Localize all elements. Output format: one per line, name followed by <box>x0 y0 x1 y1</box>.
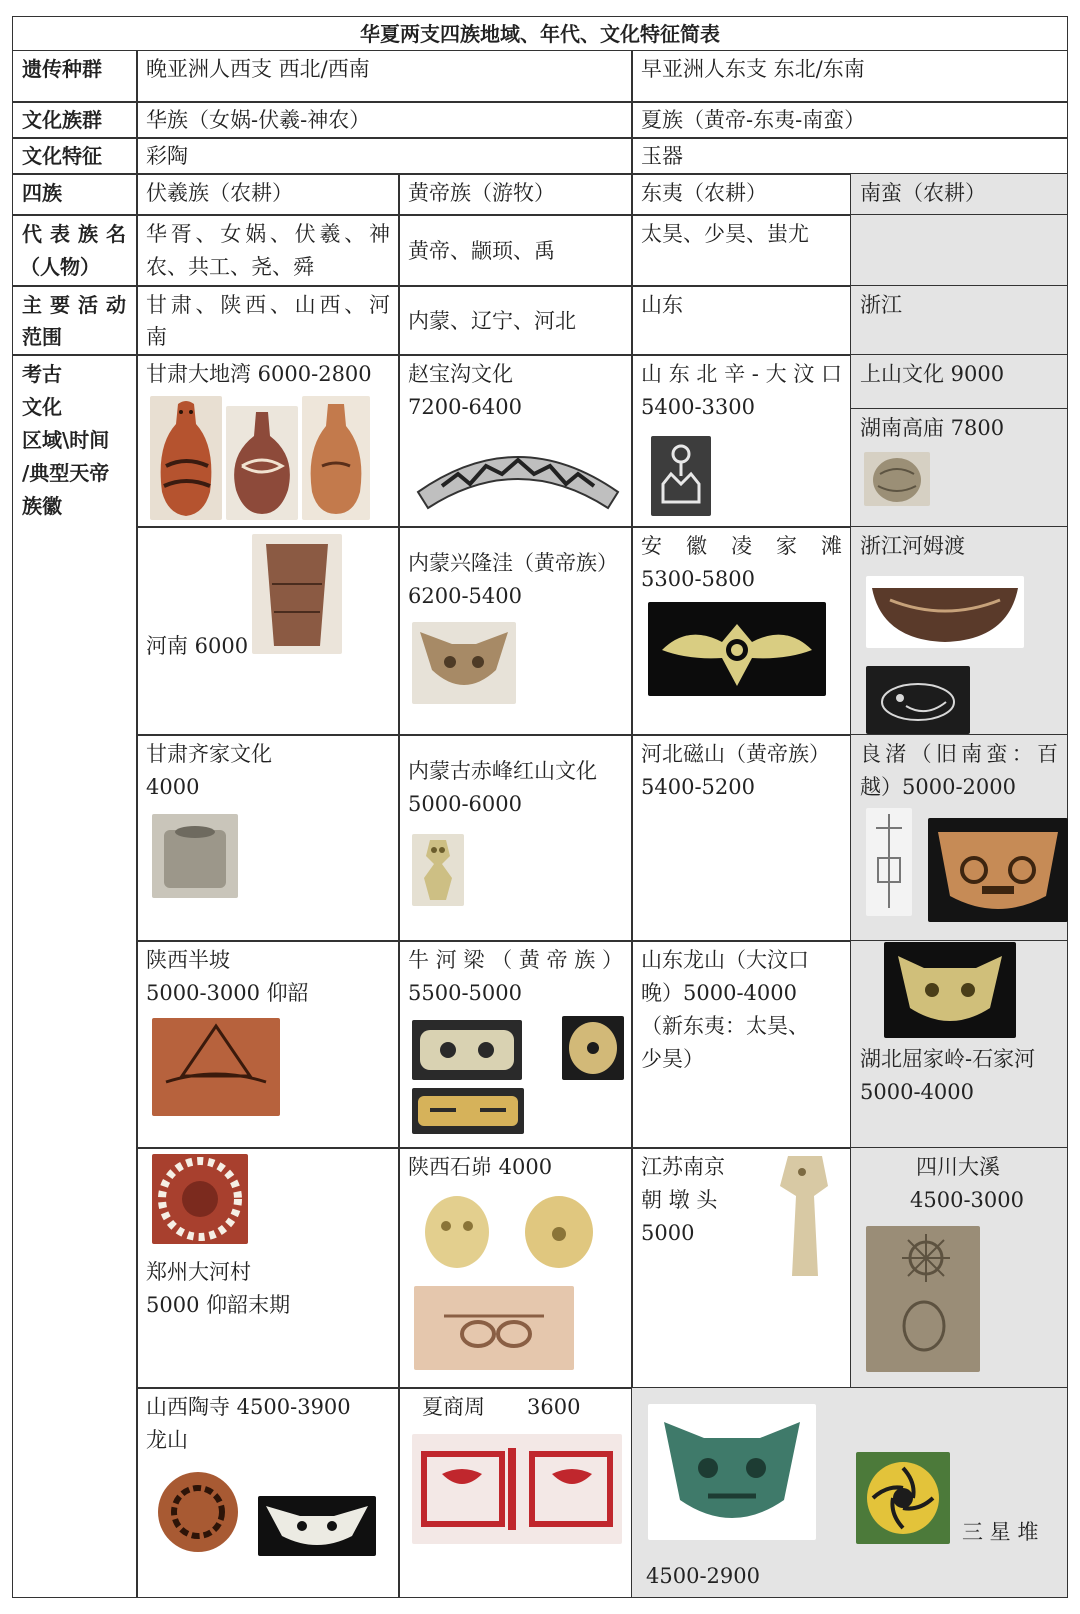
stone-cube-icon <box>152 814 238 898</box>
jade-plaque-icon <box>412 1088 524 1134</box>
jade-figurine-image <box>766 1150 842 1284</box>
taotie-pattern-icon <box>412 1434 622 1544</box>
names-fuxi-line2: 农、共工、尧、舜 <box>146 255 314 279</box>
row-feature-jade-cell <box>631 137 1068 175</box>
label-archaeology-line3: 区域\时间 <box>22 428 110 452</box>
jade-face-icon <box>414 1190 500 1274</box>
range-huangdi-text: 内蒙、辽宁、河北 <box>408 309 576 333</box>
arch-r3-c1-line1: 甘肃齐家文化 <box>146 742 272 766</box>
jade-mask-icon <box>258 1496 376 1556</box>
arch-r5-c1-line2: 5000 仰韶末期 <box>146 1293 291 1317</box>
jade-figure-image <box>412 834 464 906</box>
jade-plaque-image <box>412 1020 522 1080</box>
row-archaeology-label-cell <box>12 354 138 1598</box>
jade-mask-large-image <box>928 818 1068 922</box>
arch-r3-c4-line1: 良渚（旧南蛮：百 <box>860 742 1058 766</box>
arch-r1-c4b-text: 湖南高庙 7800 <box>860 416 1005 440</box>
arch-r5-c3-line3: 5000 <box>641 1221 695 1245</box>
arch-r4-c3-line4: 少昊） <box>641 1047 704 1071</box>
jade-ring-icon <box>562 1016 624 1080</box>
names-dongyi-text: 太昊、少昊、蚩尤 <box>641 222 809 246</box>
arch-r4-c3-line3: （新东夷：太昊、 <box>641 1014 809 1038</box>
pottery-shard-icon <box>152 1018 280 1116</box>
range-nanman-text: 浙江 <box>860 293 902 317</box>
arch-r1-c4a-text: 上山文化 9000 <box>860 362 1005 386</box>
names-fuxi-line1: 华胥、女娲、伏羲、神 <box>146 222 390 246</box>
arch-r4-c2-line1: 牛河梁（黄帝族） <box>408 948 623 972</box>
tribe-fuxi-text: 伏羲族（农耕） <box>146 181 293 205</box>
painted-plate-image <box>152 1466 244 1558</box>
feature-painted-text: 彩陶 <box>146 144 188 168</box>
range-fuxi-line2: 南 <box>146 325 167 349</box>
emblem-rubbing-icon <box>651 436 711 516</box>
arch-r2-c1-text: 河南 6000 <box>146 634 249 658</box>
arch-r3-c3-line1: 河北磁山（黄帝族） <box>641 742 830 766</box>
lacquer-bowl-icon <box>866 576 1024 648</box>
arch-r4-c2-line2: 5500-5000 <box>408 981 522 1005</box>
pottery-pot-icon <box>302 396 370 520</box>
painted-pottery-jar-image <box>150 396 222 520</box>
arch-r3-c2-line2: 5000-6000 <box>408 792 522 816</box>
arch-r6-c1-line1: 山西陶寺 4500-3900 <box>146 1395 351 1419</box>
pottery-vase-icon <box>226 406 298 520</box>
jade-figurine-icon <box>766 1150 842 1284</box>
jade-plaque-icon <box>412 1020 522 1080</box>
arch-r6-c2-line2: 3600 <box>527 1395 581 1419</box>
tribe-dongyi-text: 东夷（农耕） <box>641 181 767 205</box>
label-archaeology-line2: 文化 <box>22 395 62 419</box>
taotie-pattern-image <box>412 1434 622 1544</box>
arch-r3-c1-line2: 4000 <box>146 775 200 799</box>
label-four-tribes: 四族 <box>22 181 62 205</box>
stamped-tile-image <box>414 1286 574 1370</box>
label-rep-names-line2: （人物） <box>20 255 100 279</box>
carved-stone-icon <box>866 1226 980 1372</box>
jade-eagle-image <box>648 602 826 696</box>
painted-plate-icon <box>152 1466 244 1558</box>
arch-r1-c3-line1: 山东北辛-大汶口 <box>641 362 842 386</box>
arch-r6-c2-line1: 夏商周 <box>422 1395 485 1419</box>
arch-r4-c4-line2: 5000-4000 <box>860 1080 974 1104</box>
cultural-xia-text: 夏族（黄帝-东夷-南蛮） <box>641 108 866 132</box>
jade-plaque-small-image <box>412 1088 524 1134</box>
arch-r5-c2-text: 陕西石峁 4000 <box>408 1155 553 1179</box>
arch-r5-c4-line2: 4500-3000 <box>910 1188 1024 1212</box>
line-drawing-image <box>866 808 912 916</box>
feature-jade-text: 玉器 <box>641 144 683 168</box>
stone-ball-icon <box>864 452 930 506</box>
arch-r2-c2-line2: 6200-5400 <box>408 584 522 608</box>
jade-mask-white-image <box>258 1496 376 1556</box>
arch-r6-c34-line1: 三 星 堆 <box>962 1520 1039 1544</box>
row-feature-painted-cell <box>136 137 633 175</box>
tribe-huangdi-text: 黄帝族（游牧） <box>408 181 555 205</box>
arch-r1-c2-line1: 赵宝沟文化 <box>408 362 513 386</box>
jade-face-right-image <box>514 1190 604 1274</box>
jade-eagle-icon <box>648 602 826 696</box>
jade-face-icon <box>514 1190 604 1274</box>
jade-face-icon <box>884 942 1016 1038</box>
jade-mask-icon <box>412 622 516 704</box>
arch-r5-c4-line1: 四川大溪 <box>916 1155 1000 1179</box>
pottery-pot-image <box>302 396 370 520</box>
range-fuxi-line1: 甘肃、陕西、山西、河 <box>146 293 390 317</box>
jade-figure-icon <box>412 834 464 906</box>
arch-r2-c3-line1: 安 徽 凌 家 滩 <box>641 534 842 558</box>
cultural-hua-text: 华族（女娲-伏羲-神农） <box>146 108 371 132</box>
pottery-shard-image <box>152 1018 280 1116</box>
label-archaeology-line5: 族徽 <box>22 494 62 518</box>
arch-r5-c3-line2: 朝 墩 头 <box>641 1188 718 1212</box>
arch-r4-c3-line2: 晚）5000-4000 <box>641 981 797 1005</box>
carved-stone-image <box>866 1226 980 1372</box>
arch-r5-c3-line1: 江苏南京 <box>641 1155 725 1179</box>
bronze-mask-image <box>648 1404 816 1540</box>
arch-r4-c1-line2: 5000-3000 仰韶 <box>146 981 309 1005</box>
rubbing-arc-icon <box>412 428 624 512</box>
arch-r6-c34-line2: 4500-2900 <box>646 1564 760 1588</box>
label-cultural-feature: 文化特征 <box>22 144 102 168</box>
jade-face-left-image <box>414 1190 500 1274</box>
arch-r4-c3-line1: 山东龙山（大汶口 <box>641 948 809 972</box>
names-nanman-cell <box>850 214 1068 287</box>
label-archaeology-line4: /典型天帝 <box>22 461 110 485</box>
carved-boar-image <box>866 666 970 734</box>
jade-mask-image <box>412 622 516 704</box>
stone-cube-image <box>152 814 238 898</box>
label-range-line2: 范围 <box>22 325 62 349</box>
sun-wheel-icon <box>856 1452 950 1544</box>
stone-ball-image <box>864 452 930 506</box>
table-title: 华夏两支四族地域、年代、文化特征简表 <box>360 22 720 46</box>
pottery-vase-image <box>226 406 298 520</box>
jade-mask-icon <box>928 818 1068 922</box>
tribe-nanman-text: 南蛮（农耕） <box>860 181 986 205</box>
line-drawing-icon <box>866 808 912 916</box>
arch-r3-c4-line2: 越）5000-2000 <box>860 775 1016 799</box>
arch-r5-c1-line1: 郑州大河村 <box>146 1260 251 1284</box>
arch-r1-c2-line2: 7200-6400 <box>408 395 522 419</box>
arch-r6-c1-line2: 龙山 <box>146 1428 188 1452</box>
bronze-mask-icon <box>648 1404 816 1540</box>
arch-r3-c3-line2: 5400-5200 <box>641 775 755 799</box>
genetic-west-text: 晚亚洲人西支 西北/西南 <box>146 57 370 81</box>
names-huangdi-text: 黄帝、颛顼、禹 <box>408 239 555 263</box>
label-archaeology-line1: 考古 <box>22 362 62 386</box>
range-dongyi-text: 山东 <box>641 293 683 317</box>
carved-boar-icon <box>866 666 970 734</box>
label-rep-names-line1: 代表族名 <box>22 222 126 246</box>
pottery-cup-image <box>252 534 342 654</box>
arch-r2-c2-line1: 内蒙兴隆洼（黄帝族） <box>408 551 618 575</box>
arch-r4-c4-line1: 湖北屈家岭-石家河 <box>860 1047 1036 1071</box>
lacquer-bowl-image <box>866 576 1024 648</box>
arch-r1-c3-line2: 5400-3300 <box>641 395 755 419</box>
sun-wheel-image <box>856 1452 950 1544</box>
stamped-tile-icon <box>414 1286 574 1370</box>
pottery-cup-icon <box>252 534 342 654</box>
emblem-rubbing-image <box>651 436 711 516</box>
arch-r3-c2-line1: 内蒙古赤峰红山文化 <box>408 759 597 783</box>
painted-pottery-jar-icon <box>150 396 222 520</box>
label-genetic-group: 遗传种群 <box>22 57 102 81</box>
arch-r2-c4-text: 浙江河姆渡 <box>860 534 965 558</box>
rubbing-arc-image <box>412 428 624 512</box>
label-range-line1: 主要活动 <box>22 293 126 317</box>
painted-disc-image <box>152 1154 248 1244</box>
genetic-east-text: 早亚洲人东支 东北/东南 <box>641 57 865 81</box>
arch-r2-c3-line2: 5300-5800 <box>641 567 755 591</box>
arch-r1-c1-text: 甘肃大地湾 6000-2800 <box>146 362 372 386</box>
jade-face-image <box>884 942 1016 1038</box>
label-cultural-group: 文化族群 <box>22 108 102 132</box>
painted-disc-icon <box>152 1154 248 1244</box>
arch-r4-c1-line1: 陕西半坡 <box>146 948 230 972</box>
jade-ring-image <box>562 1016 624 1080</box>
